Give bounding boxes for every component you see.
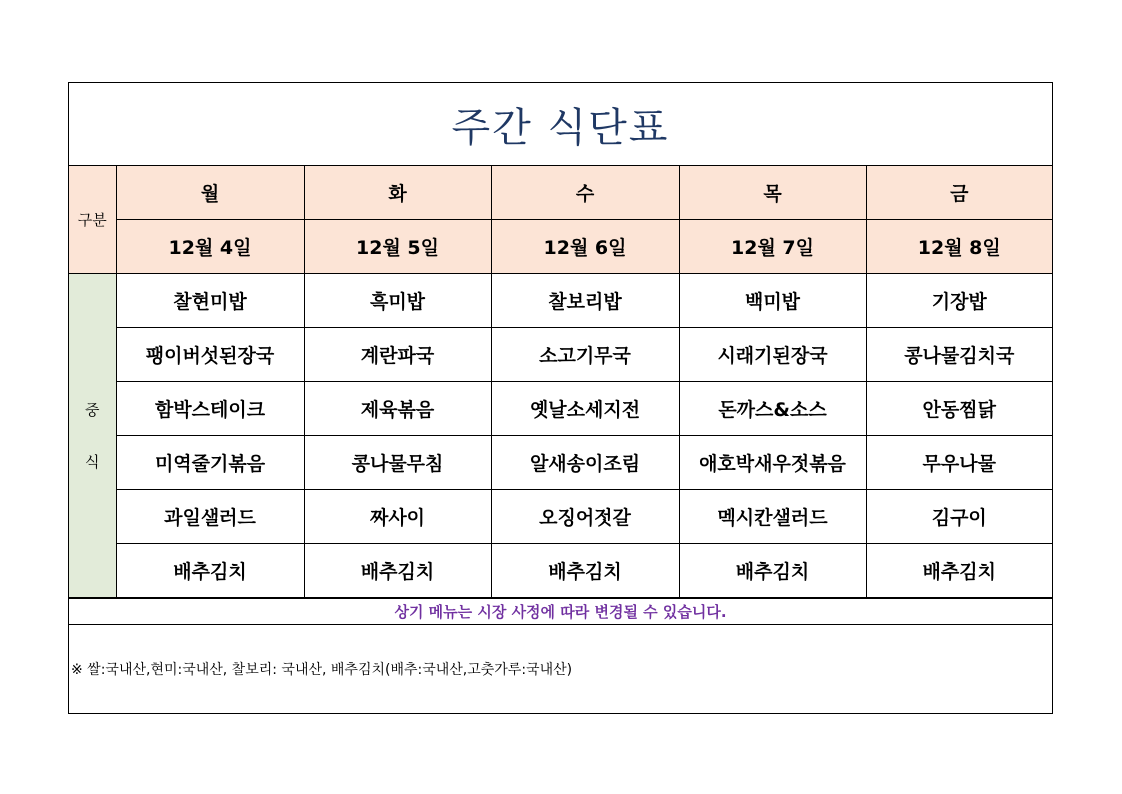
menu-cell: 제육볶음 xyxy=(304,382,491,436)
menu-cell: 멕시칸샐러드 xyxy=(679,490,866,544)
menu-cell: 애호박새우젓볶음 xyxy=(679,436,866,490)
day-header-row xyxy=(69,166,1052,220)
menu-row xyxy=(69,544,1052,598)
date-header: 12월 6일 xyxy=(491,220,679,274)
page-title: 주간 식단표 xyxy=(451,104,670,151)
menu-cell: 시래기된장국 xyxy=(679,328,866,382)
day-header: 목 xyxy=(679,166,866,220)
weekly-menu-table xyxy=(69,166,1052,598)
category-label: 구분 xyxy=(69,166,116,274)
menu-row xyxy=(69,328,1052,382)
date-header: 12월 7일 xyxy=(679,220,866,274)
menu-cell: 오징어젓갈 xyxy=(491,490,679,544)
menu-cell: 찰현미밥 xyxy=(116,274,304,328)
menu-cell: 흑미밥 xyxy=(304,274,491,328)
menu-cell: 짜사이 xyxy=(304,490,491,544)
menu-cell: 배추김치 xyxy=(679,544,866,598)
menu-cell: 알새송이조림 xyxy=(491,436,679,490)
menu-cell: 백미밥 xyxy=(679,274,866,328)
menu-cell: 과일샐러드 xyxy=(116,490,304,544)
menu-cell: 배추김치 xyxy=(304,544,491,598)
date-header: 12월 4일 xyxy=(116,220,304,274)
menu-row xyxy=(69,382,1052,436)
lunch-section-label xyxy=(69,274,116,598)
day-header: 금 xyxy=(866,166,1052,220)
menu-cell: 찰보리밥 xyxy=(491,274,679,328)
menu-cell: 콩나물김치국 xyxy=(866,328,1052,382)
menu-cell: 팽이버섯된장국 xyxy=(116,328,304,382)
menu-cell: 배추김치 xyxy=(116,544,304,598)
menu-cell: 배추김치 xyxy=(491,544,679,598)
menu-cell: 미역줄기볶음 xyxy=(116,436,304,490)
day-header: 화 xyxy=(304,166,491,220)
menu-cell: 계란파국 xyxy=(304,328,491,382)
menu-row xyxy=(69,274,1052,328)
menu-cell: 김구이 xyxy=(866,490,1052,544)
day-header: 수 xyxy=(491,166,679,220)
menu-cell: 옛날소세지전 xyxy=(491,382,679,436)
origin-note: ※ 쌀:국내산,현미:국내산, 찰보리: 국내산, 배추김치(배추:국내산,고춧가루:국내산) xyxy=(71,662,573,678)
menu-row xyxy=(69,490,1052,544)
menu-cell: 소고기무국 xyxy=(491,328,679,382)
menu-sheet xyxy=(68,82,1053,714)
menu-cell: 안동찜닭 xyxy=(866,382,1052,436)
menu-cell: 콩나물무침 xyxy=(304,436,491,490)
menu-change-notice: 상기 메뉴는 시장 사정에 따라 변경될 수 있습니다. xyxy=(394,603,727,621)
menu-cell: 함박스테이크 xyxy=(116,382,304,436)
notice-bar xyxy=(69,598,1052,625)
menu-cell: 돈까스&소스 xyxy=(679,382,866,436)
menu-cell: 배추김치 xyxy=(866,544,1052,598)
origin-info-bar xyxy=(69,625,1052,713)
date-header: 12월 8일 xyxy=(866,220,1052,274)
menu-cell: 기장밥 xyxy=(866,274,1052,328)
day-header: 월 xyxy=(116,166,304,220)
date-header-row xyxy=(69,220,1052,274)
section-label-char: 식 xyxy=(85,452,100,471)
date-header: 12월 5일 xyxy=(304,220,491,274)
title-bar xyxy=(69,83,1052,166)
section-label-char: 중 xyxy=(85,400,100,419)
menu-cell: 무우나물 xyxy=(866,436,1052,490)
menu-row xyxy=(69,436,1052,490)
